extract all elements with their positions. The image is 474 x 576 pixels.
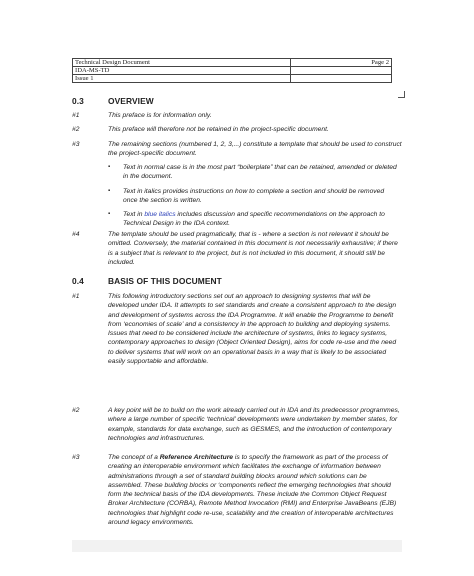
bullet-text: includes discussion and specific recommendations on the approach to Technical Design in the IDA context.: [123, 211, 385, 228]
blue-italics-text: blue italics: [144, 211, 176, 219]
paragraph-number: #4: [72, 231, 80, 238]
paragraph-number: #1: [72, 293, 80, 300]
page-bottom-band: [72, 540, 402, 552]
section-title: OVERVIEW: [108, 96, 154, 106]
section-heading-basis: [72, 276, 398, 286]
section-title: BASIS OF THIS DOCUMENT: [108, 276, 222, 286]
bullet-item: ▪ Text in italics provides instructions on how to complete a section and should be removed once the section is written.: [108, 187, 398, 206]
paragraph: [72, 140, 402, 159]
header-empty-cell: [291, 67, 392, 75]
section-heading-overview: [72, 96, 398, 106]
paragraph-text: A key point will be to build on the work already carried out in IDA and its predecessor programmes, where a large number of specific ‘technical’ developments were undertaken by member states, for example, standards for data exchange, such as GESMES, and the introduction of contemporary technologies and infrastructures.: [108, 407, 400, 442]
header-issue: Issue 1: [73, 75, 291, 83]
paragraph: [72, 125, 402, 134]
document-page: [72, 58, 402, 527]
paragraph-number: #3: [72, 454, 80, 461]
paragraph: [72, 406, 402, 443]
paragraph: [72, 292, 402, 366]
paragraph-text: The template should be used pragmatically, that is - where a section is not relevant it should be omitted. Conversely, the material contained in this document is not necessarily exhaustive; if there is a subject that is relevant to the project, but is not included in this document, it should still be included.: [108, 231, 398, 266]
section-number: 0.4: [72, 276, 84, 286]
paragraph-text: This preface is for information only.: [108, 112, 212, 119]
bullet-item: [108, 210, 398, 229]
section-number: 0.3: [72, 96, 84, 106]
bullet-item: ▪ Text in normal case is in the most part “boilerplate” that can be retained, amended or deleted in the document.: [108, 163, 398, 182]
paragraph-text: The remaining sections (numbered 1, 2, 3,...) constitute a template that should be used to construct the project-specific document.: [108, 141, 402, 158]
paragraph-number: #3: [72, 141, 80, 148]
bullet-list: [108, 163, 398, 234]
paragraph: [72, 230, 402, 267]
paragraph-number: #2: [72, 407, 80, 414]
reference-architecture-term: Reference Architecture: [159, 454, 234, 461]
paragraph-text: This following introductory sections set out an approach to designing systems that will be developed under IDA. It attempts to set standards and create a consistent approach to the design and development of systems across the IDA Programme. It will enable the Programme to benefit from ‘economies of scale’ and a consistency in the approach to building and deploying systems. Issues that need to be considered include the architecture of systems, links to legacy systems, contemporary approaches to design (Object Oriented Design), aims for code re-use and the need to deliver systems that will work on an operational basis in a way that is likely to be associated easily supportable and affordable.: [108, 293, 397, 366]
paragraph-number: #1: [72, 112, 80, 119]
paragraph: [72, 453, 402, 527]
paragraph-text: [108, 453, 402, 527]
paragraph-number: #2: [72, 126, 80, 133]
header-page-number: Page 2: [291, 59, 392, 67]
bullet-text: Text in: [123, 211, 145, 219]
header-table: [72, 58, 392, 83]
paragraph-text-part: The concept of a: [108, 454, 160, 461]
header-doc-ref: IDA-MS-TD: [73, 67, 291, 75]
paragraph-text: This preface will therefore not be retained in the project-specific document.: [108, 126, 329, 133]
paragraph: [72, 111, 402, 120]
header-empty-cell: [291, 75, 392, 83]
header-doc-title: Technical Design Document: [73, 59, 291, 67]
paragraph-text-part: is to specify the framework as part of the process of creating an interoperable environment which facilitates the exchange of information between administrations through a set of standard building blocks around which solutions can be assembled. These building blocks or ‘components reflect the emerging technologies that should form the technical basis of the IDA developments. These include the Common Object Request Broker Architecture (CORBA), Remote Method Invocation (RMI) and Enterprise JavaBeans (EJB) technologies that highlight code re-use, scalability and the creation of interoperable architectures around legacy environments.: [108, 454, 397, 527]
margin-corner-mark: [398, 91, 405, 98]
